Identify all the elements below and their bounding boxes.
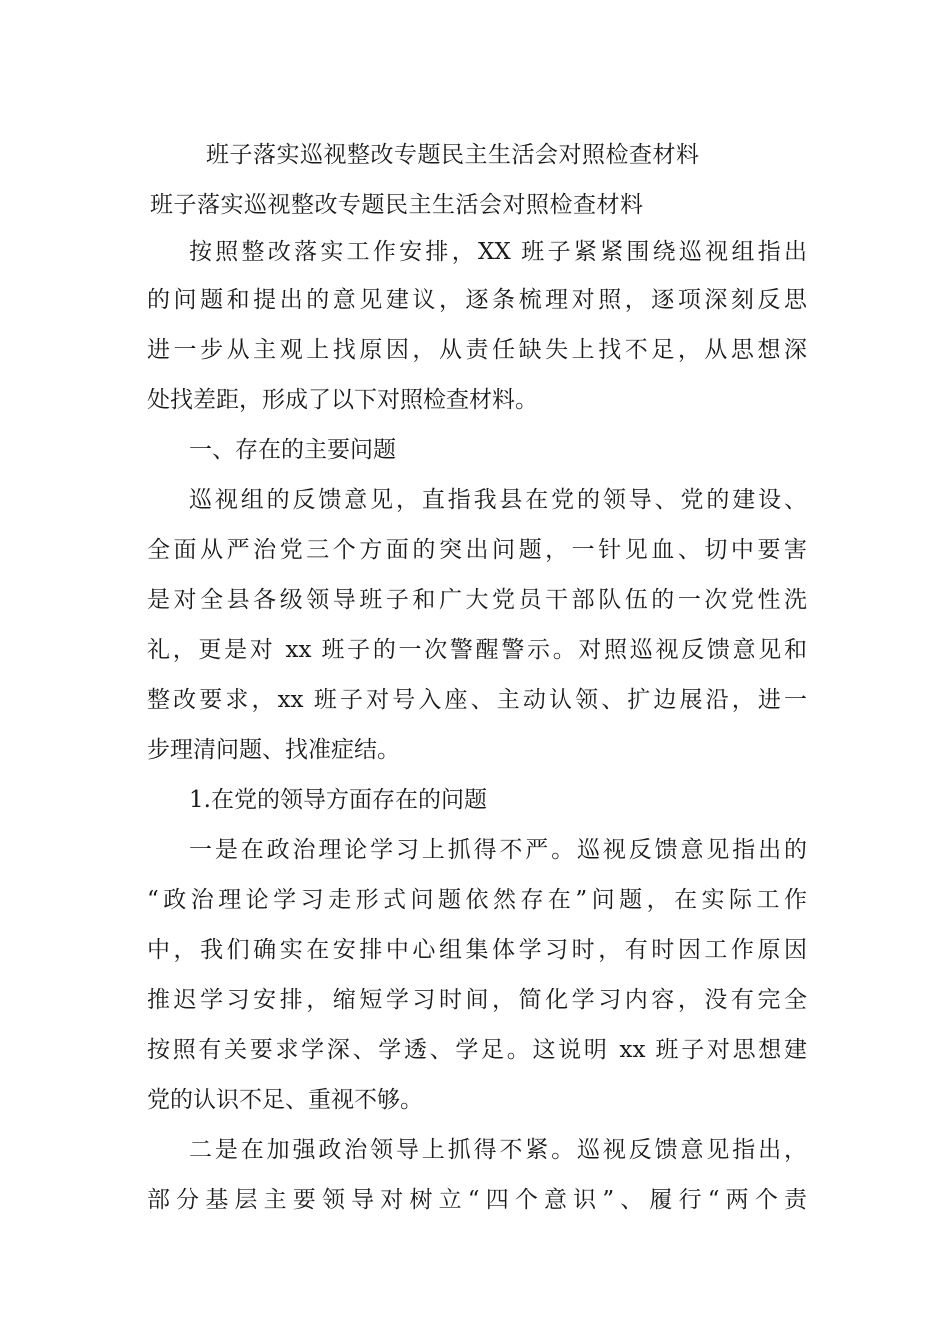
- paragraph-line: 的问题和提出的意见建议，逐条梳理对照，逐项深刻反思: [147, 287, 807, 313]
- paragraph-line: 推迟学习安排，缩短学习时间，简化学习内容，没有完全: [147, 987, 807, 1013]
- paragraph-line: 二是在加强政治领导上抓得不紧。巡视反馈意见指出，: [189, 1137, 807, 1163]
- document-subtitle: 班子落实巡视整改专题民主生活会对照检查材料: [150, 192, 644, 218]
- paragraph-line: 按照有关要求学深、学透、学足。这说明 xx 班子对思想建: [147, 1037, 807, 1063]
- paragraph-line: 步理清问题、找准症结。: [147, 737, 400, 763]
- paragraph-line: 礼，更是对 xx 班子的一次警醒警示。对照巡视反馈意见和: [147, 637, 807, 663]
- document-title: 班子落实巡视整改专题民主生活会对照检查材料: [206, 142, 700, 168]
- paragraph-line: 部分基层主要领导对树立“四个意识”、履行“两个责: [147, 1187, 807, 1213]
- subsection-heading: 1.在党的领导方面存在的问题: [189, 787, 487, 813]
- paragraph-line: 整改要求，xx 班子对号入座、主动认领、扩边展沿，进一: [147, 687, 807, 713]
- paragraph-line: 巡视组的反馈意见，直指我县在党的领导、党的建设、: [189, 487, 807, 513]
- paragraph-line: 党的认识不足、重视不够。: [147, 1087, 423, 1113]
- paragraph-line: “政治理论学习走形式问题依然存在”问题，在实际工作: [147, 887, 807, 913]
- paragraph-line: 按照整改落实工作安排，XX 班子紧紧围绕巡视组指出: [189, 239, 807, 265]
- paragraph-line: 进一步从主观上找原因，从责任缺失上找不足，从思想深: [147, 337, 807, 363]
- paragraph-line: 处找差距，形成了以下对照检查材料。: [147, 387, 538, 413]
- paragraph-line: 是对全县各级领导班子和广大党员干部队伍的一次党性洗: [147, 587, 807, 613]
- paragraph-line: 一是在政治理论学习上抓得不严。巡视反馈意见指出的: [189, 837, 807, 863]
- paragraph-line: 全面从严治党三个方面的突出问题，一针见血、切中要害: [147, 537, 807, 563]
- paragraph-line: 中，我们确实在安排中心组集体学习时，有时因工作原因: [147, 937, 807, 963]
- section-heading: 一、存在的主要问题: [189, 437, 396, 463]
